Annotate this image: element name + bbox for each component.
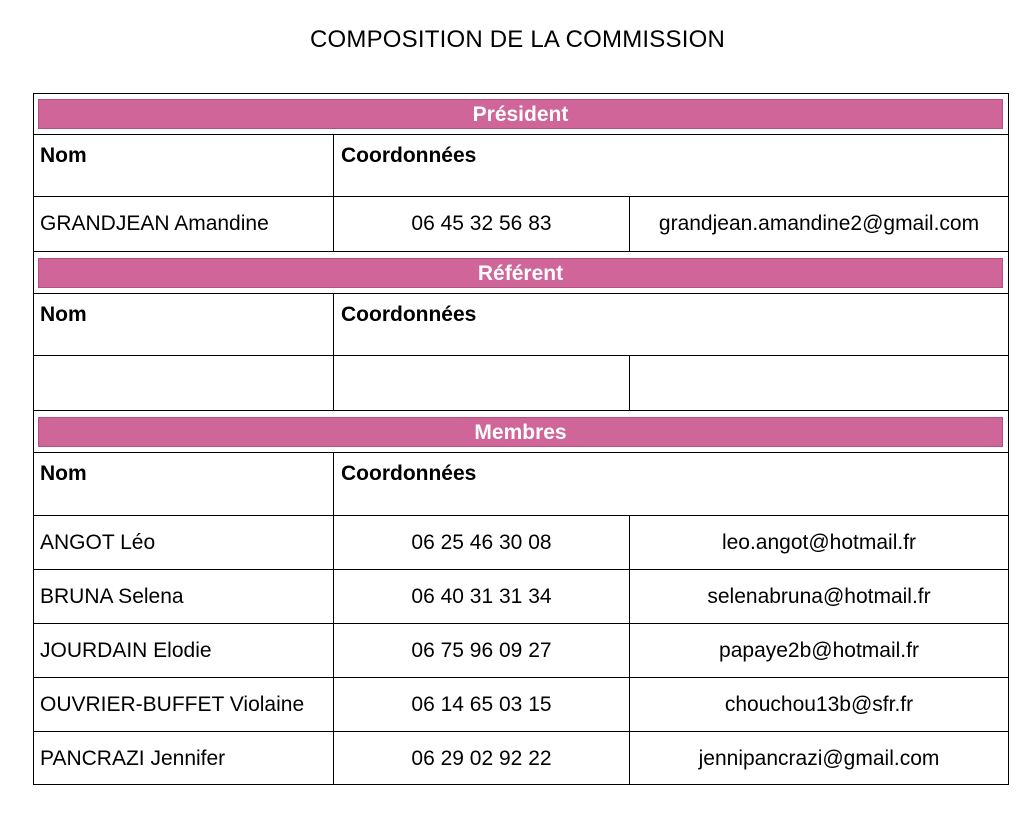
member-email: grandjean.amandine2@gmail.com: [658, 212, 980, 235]
column-divider: [333, 293, 334, 410]
member-name: JOURDAIN Elodie: [40, 639, 212, 662]
divider: [33, 293, 1009, 294]
divider: [33, 623, 1009, 624]
column-divider: [629, 355, 630, 410]
divider: [33, 515, 1009, 516]
member-phone: 06 45 32 56 83: [411, 212, 552, 235]
member-phone: 06 14 65 03 15: [411, 693, 552, 716]
member-phone: 06 25 46 30 08: [411, 531, 552, 554]
divider: [33, 355, 1009, 356]
member-phone: 06 29 02 92 22: [411, 747, 552, 770]
member-email: papaye2b@hotmail.fr: [719, 639, 919, 662]
column-header-name: Nom: [40, 303, 87, 326]
column-header-coordinates: Coordonnées: [341, 303, 477, 326]
divider: [33, 677, 1009, 678]
member-email: jennipancrazi@gmail.com: [698, 747, 940, 770]
section-heading-president: Président: [38, 99, 1003, 129]
divider: [33, 731, 1009, 732]
section-heading-membres: Membres: [38, 417, 1003, 447]
column-header-coordinates: Coordonnées: [341, 144, 477, 167]
divider: [33, 569, 1009, 570]
member-name: ANGOT Léo: [40, 531, 156, 554]
member-name: PANCRAZI Jennifer: [40, 747, 226, 770]
section-heading-referent: Référent: [38, 258, 1003, 288]
divider: [33, 134, 1009, 135]
divider: [33, 410, 1009, 411]
member-phone: 06 75 96 09 27: [411, 639, 552, 662]
member-email: selenabruna@hotmail.fr: [707, 585, 931, 608]
member-name: GRANDJEAN Amandine: [40, 212, 269, 235]
page-title: COMPOSITION DE LA COMMISSION: [310, 26, 725, 53]
member-name: BRUNA Selena: [40, 585, 184, 608]
column-divider: [333, 452, 334, 785]
member-phone: 06 40 31 31 34: [411, 585, 552, 608]
member-email: chouchou13b@sfr.fr: [724, 693, 914, 716]
column-header-coordinates: Coordonnées: [341, 462, 477, 485]
divider: [33, 452, 1009, 453]
member-email: leo.angot@hotmail.fr: [721, 531, 917, 554]
divider: [33, 196, 1009, 197]
column-header-name: Nom: [40, 462, 87, 485]
member-name: OUVRIER-BUFFET Violaine: [40, 693, 305, 716]
divider: [33, 251, 1009, 252]
column-header-name: Nom: [40, 144, 87, 167]
